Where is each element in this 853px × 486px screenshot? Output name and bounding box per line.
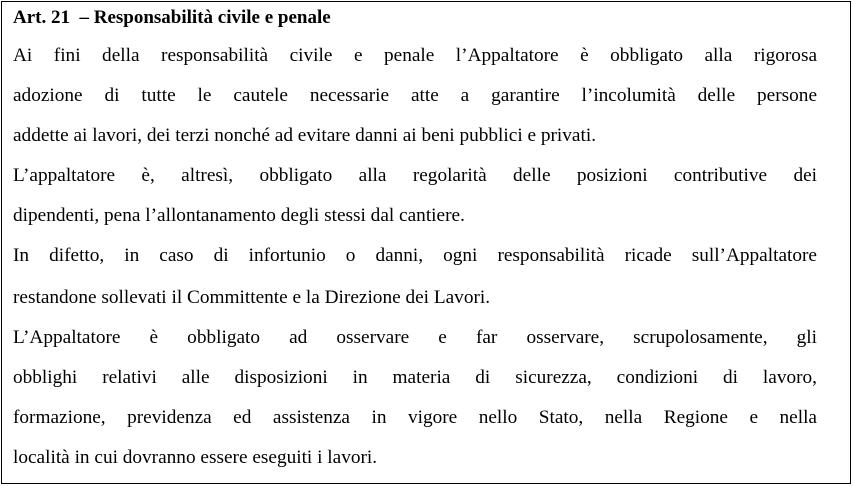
text-line: dipendenti, pena l’allontanamento degli stessi dal cantiere. xyxy=(13,205,465,226)
text-line: L’appaltatore è, altresì, obbligato alla regolarità delle posizioni contributive dei xyxy=(13,165,817,186)
text-line: formazione, previdenza ed assistenza in vigore nello Stato, nella Regione e nella xyxy=(13,407,817,428)
text-line: Ai fini della responsabilità civile e penale l’Appaltatore è obbligato alla rigorosa xyxy=(13,45,817,66)
text-line: obblighi relativi alle disposizioni in materia di sicurezza, condizioni di lavoro, xyxy=(13,367,817,388)
text-line: restandone sollevati il Committente e la Direzione dei Lavori. xyxy=(13,287,491,308)
article-box xyxy=(1,1,851,484)
text-line: località in cui dovranno essere eseguiti i lavori. xyxy=(13,447,378,468)
text-line: adozione di tutte le cautele necessarie atte a garantire l’incolumità delle persone xyxy=(13,85,817,106)
text-line: In difetto, in caso di infortunio o danni, ogni responsabilità ricade sull’Appaltatore xyxy=(13,245,817,266)
text-line: L’Appaltatore è obbligato ad osservare e far osservare, scrupolosamente, gli xyxy=(13,327,817,348)
text-line: addette ai lavori, dei terzi nonché ad evitare danni ai beni pubblici e privati. xyxy=(13,125,597,146)
article-heading: Art. 21 – Responsabilità civile e penale xyxy=(13,7,331,28)
